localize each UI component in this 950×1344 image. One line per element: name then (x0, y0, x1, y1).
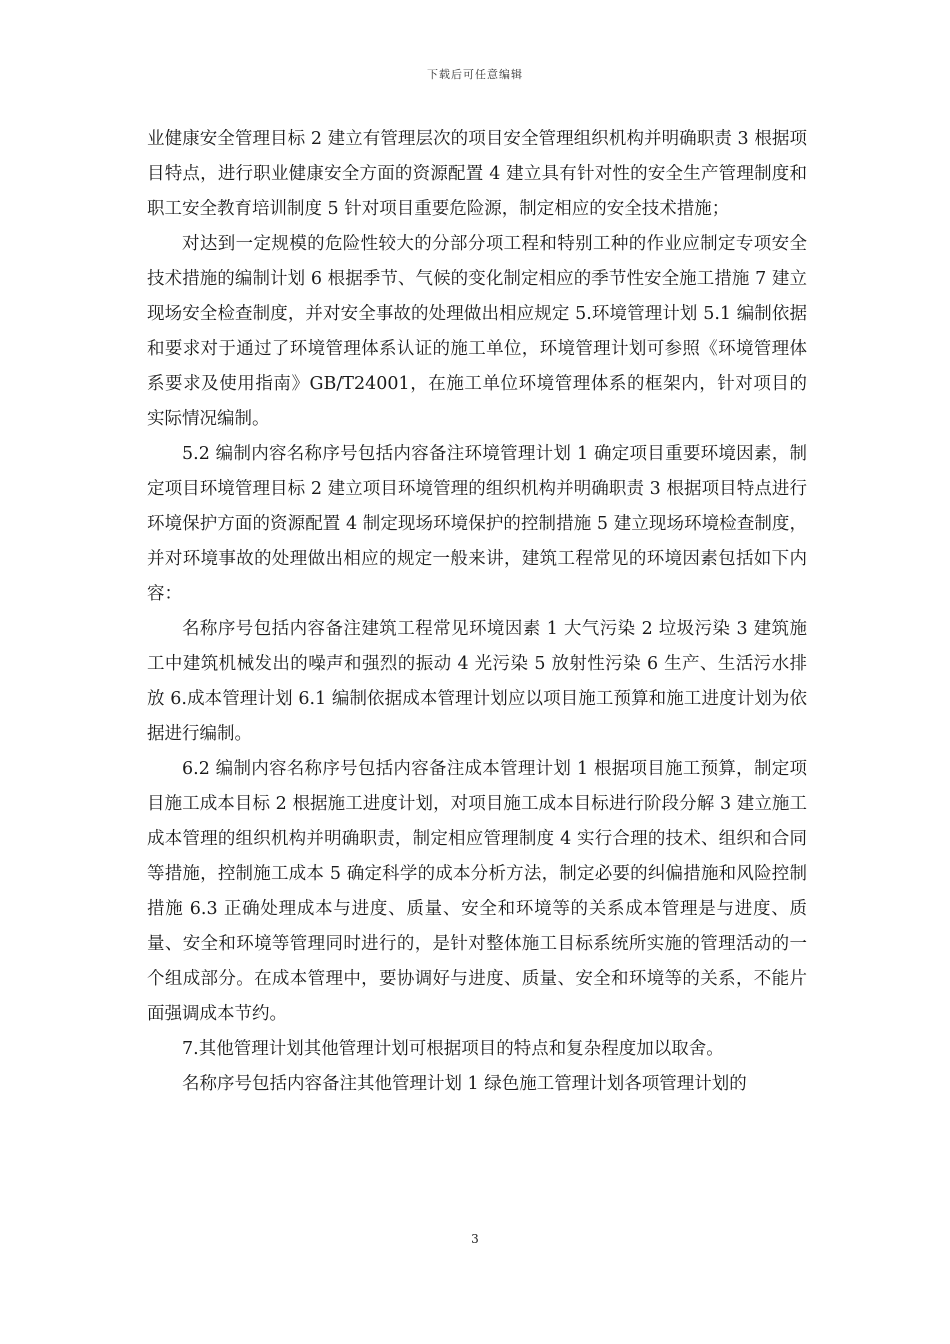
paragraph-3: 5.2 编制内容名称序号包括内容备注环境管理计划 1 确定项目重要环境因素，制定项目环境管理目标 2 建立项目环境管理的组织机构并明确职责 3 根据项目特点进行环境保护方面的资源配置 4 制定现场环境保护的控制措施 5 建立现场环境检查制度，并对环境事故的处理做出相应的规定一般来讲，建筑工程常见的环境因素包括如下内容： (147, 444, 807, 604)
page-header: 下载后可任意编辑 (427, 68, 523, 81)
paragraph-4: 名称序号包括内容备注建筑工程常见环境因素 1 大气污染 2 垃圾污染 3 建筑施工中建筑机械发出的噪声和强烈的振动 4 光污染 5 放射性污染 6 生产、生活污水排放 6.成本管理计划 6.1 编制依据成本管理计划应以项目施工预算和施工进度计划为依据进行编制。 (147, 619, 807, 744)
paragraph-5: 6.2 编制内容名称序号包括内容备注成本管理计划 1 根据项目施工预算，制定项目施工成本目标 2 根据施工进度计划，对项目施工成本目标进行阶段分解 3 建立施工成本管理的组织机构并明确职责，制定相应管理制度 4 实行合理的技术、组织和合同等措施，控制施工成本 5 确定科学的成本分析方法，制定必要的纠偏措施和风险控制措施 6.3 正确处理成本与进度、质量、安全和环境等的关系成本管理是与进度、质量、安全和环境等管理同时进行的，是针对整体施工目标系统所实施的管理活动的一个组成部分。在成本管理中，要协调好与进度、质量、安全和环境等的关系，不能片面强调成本节约。 (147, 759, 807, 1024)
paragraph-6: 7.其他管理计划其他管理计划可根据项目的特点和复杂程度加以取舍。 (182, 1039, 724, 1059)
paragraph-1: 业健康安全管理目标 2 建立有管理层次的项目安全管理组织机构并明确职责 3 根据项目特点，进行职业健康安全方面的资源配置 4 建立具有针对性的安全生产管理制度和职工安全教育培训制度 5 针对项目重要危险源，制定相应的安全技术措施； (147, 129, 807, 219)
paragraph-7: 名称序号包括内容备注其他管理计划 1 绿色施工管理计划各项管理计划的 (182, 1074, 747, 1094)
page-number: 3 (471, 1232, 479, 1246)
document-body (147, 122, 807, 1102)
paragraph-2: 对达到一定规模的危险性较大的分部分项工程和特别工种的作业应制定专项安全技术措施的编制计划 6 根据季节、气候的变化制定相应的季节性安全施工措施 7 建立现场安全检查制度，并对安全事故的处理做出相应规定 5.环境管理计划 5.1 编制依据和要求对于通过了环境管理体系认证的施工单位，环境管理计划可参照《环境管理体系要求及使用指南》GB/T24001，在施工单位环境管理体系的框架内，针对项目的实际情况编制。 (147, 234, 807, 429)
